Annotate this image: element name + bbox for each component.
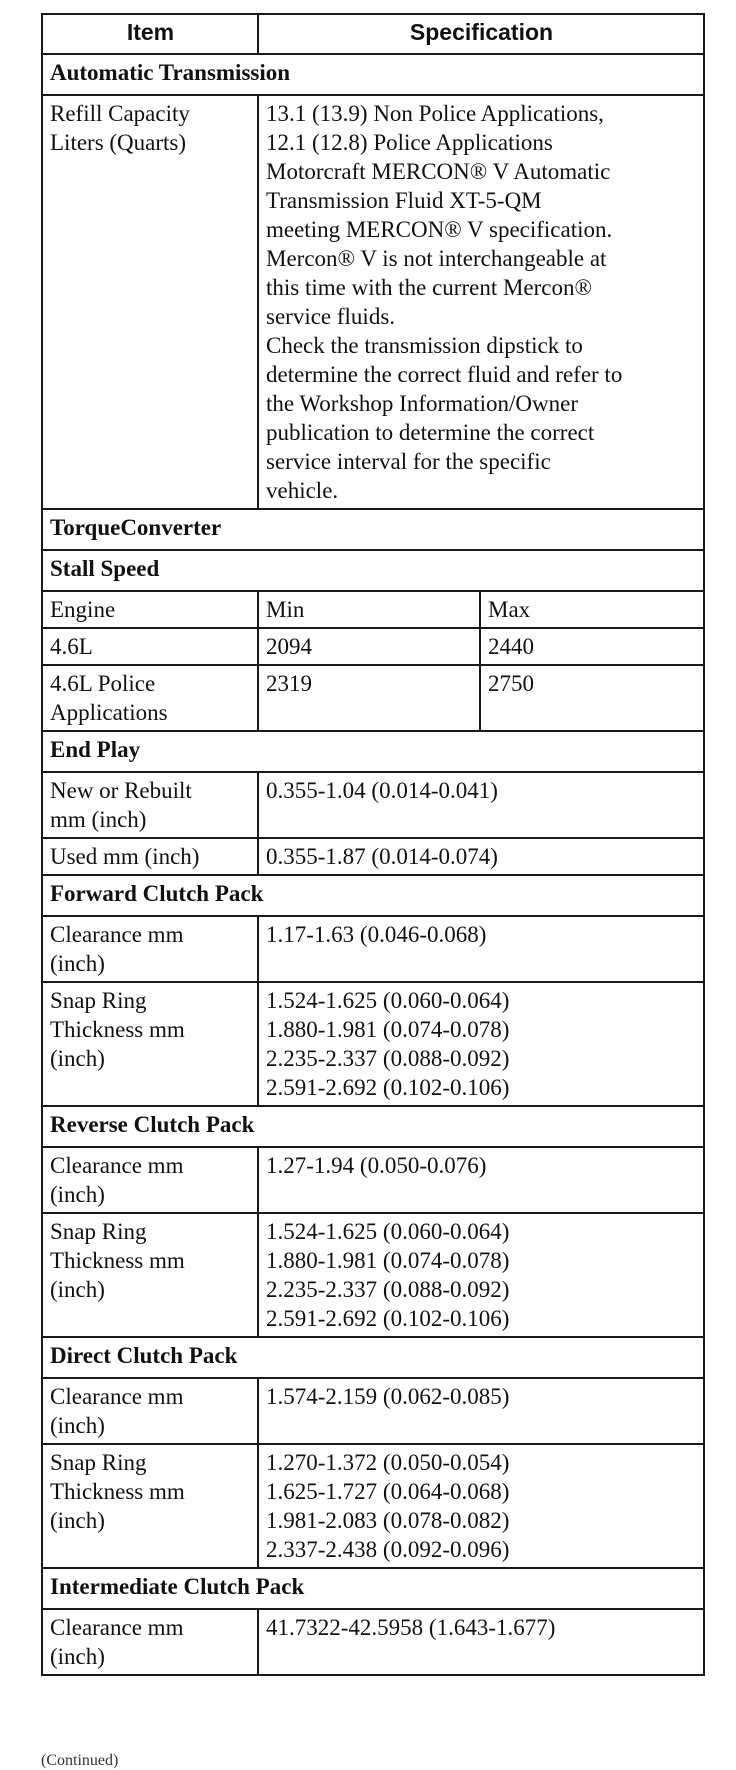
section-end-play — [42, 731, 704, 772]
row-value: 1.27-1.94 (0.050-0.076) — [258, 1147, 704, 1213]
section-title: Intermediate Clutch Pack — [42, 1568, 704, 1609]
table-row — [42, 916, 704, 982]
row-min: 2094 — [258, 628, 480, 665]
section-forward-clutch — [42, 875, 704, 916]
continued-note: (Continued) — [41, 1752, 119, 1769]
row-value: 1.524-1.625 (0.060-0.064) 1.880-1.981 (0.074-0.078) 2.235-2.337 (0.088-0.092) 2.591-2.692 (0.102-0.106) — [258, 1213, 704, 1337]
row-label: Snap Ring Thickness mm (inch) — [42, 1444, 258, 1568]
table-row — [42, 982, 704, 1106]
row-label: Clearance mm (inch) — [42, 1609, 258, 1675]
section-title: Forward Clutch Pack — [42, 875, 704, 916]
table-row — [42, 838, 704, 875]
row-value: 13.1 (13.9) Non Police Applications, 12.1 (12.8) Police Applications Motorcraft MERCON® V Automatic Transmission Fluid XT-5-QM meeting MERCON® V specification. Mercon® V is not interchangeable at this time with the current Mercon® service fluids. Check the transmission dipstick to determine the correct fluid and refer to the Workshop Information/Owner publication to determine the correct service interval for the specific vehicle. — [258, 95, 704, 509]
specification-table — [41, 13, 705, 1676]
column-engine: Engine — [42, 591, 258, 628]
section-title: End Play — [42, 731, 704, 772]
table-row — [42, 1444, 704, 1568]
table-row — [42, 665, 704, 731]
row-engine: 4.6L — [42, 628, 258, 665]
section-title: Stall Speed — [42, 550, 704, 591]
row-value: 41.7322-42.5958 (1.643-1.677) — [258, 1609, 704, 1675]
section-reverse-clutch — [42, 1106, 704, 1147]
table-row — [42, 628, 704, 665]
row-label: Used mm (inch) — [42, 838, 258, 875]
row-label: Clearance mm (inch) — [42, 1147, 258, 1213]
section-intermediate-clutch — [42, 1568, 704, 1609]
row-min: 2319 — [258, 665, 480, 731]
section-title: Automatic Transmission — [42, 54, 704, 95]
row-label: Refill Capacity Liters (Quarts) — [42, 95, 258, 509]
table-row — [42, 95, 704, 509]
section-torque-converter — [42, 509, 704, 550]
row-value: 1.17-1.63 (0.046-0.068) — [258, 916, 704, 982]
section-automatic-transmission — [42, 54, 704, 95]
section-direct-clutch — [42, 1337, 704, 1378]
row-value: 0.355-1.04 (0.014-0.041) — [258, 772, 704, 838]
row-value: 0.355-1.87 (0.014-0.074) — [258, 838, 704, 875]
row-label: Snap Ring Thickness mm (inch) — [42, 1213, 258, 1337]
header-item: Item — [42, 14, 258, 54]
row-value: 1.270-1.372 (0.050-0.054) 1.625-1.727 (0.064-0.068) 1.981-2.083 (0.078-0.082) 2.337-2.438 (0.092-0.096) — [258, 1444, 704, 1568]
section-title: Reverse Clutch Pack — [42, 1106, 704, 1147]
table-row — [42, 1609, 704, 1675]
section-title: TorqueConverter — [42, 509, 704, 550]
row-label: Clearance mm (inch) — [42, 916, 258, 982]
table-row — [42, 1213, 704, 1337]
row-max: 2440 — [480, 628, 704, 665]
row-value: 1.524-1.625 (0.060-0.064) 1.880-1.981 (0.074-0.078) 2.235-2.337 (0.088-0.092) 2.591-2.692 (0.102-0.106) — [258, 982, 704, 1106]
row-label: New or Rebuilt mm (inch) — [42, 772, 258, 838]
table-row — [42, 1147, 704, 1213]
table-header-row — [42, 14, 704, 54]
column-max: Max — [480, 591, 704, 628]
stall-speed-column-headers — [42, 591, 704, 628]
column-min: Min — [258, 591, 480, 628]
table-row — [42, 1378, 704, 1444]
row-label: Snap Ring Thickness mm (inch) — [42, 982, 258, 1106]
row-value: 1.574-2.159 (0.062-0.085) — [258, 1378, 704, 1444]
section-title: Direct Clutch Pack — [42, 1337, 704, 1378]
section-stall-speed — [42, 550, 704, 591]
header-specification: Specification — [258, 14, 704, 54]
row-max: 2750 — [480, 665, 704, 731]
row-engine: 4.6L Police Applications — [42, 665, 258, 731]
table-row — [42, 772, 704, 838]
row-label: Clearance mm (inch) — [42, 1378, 258, 1444]
